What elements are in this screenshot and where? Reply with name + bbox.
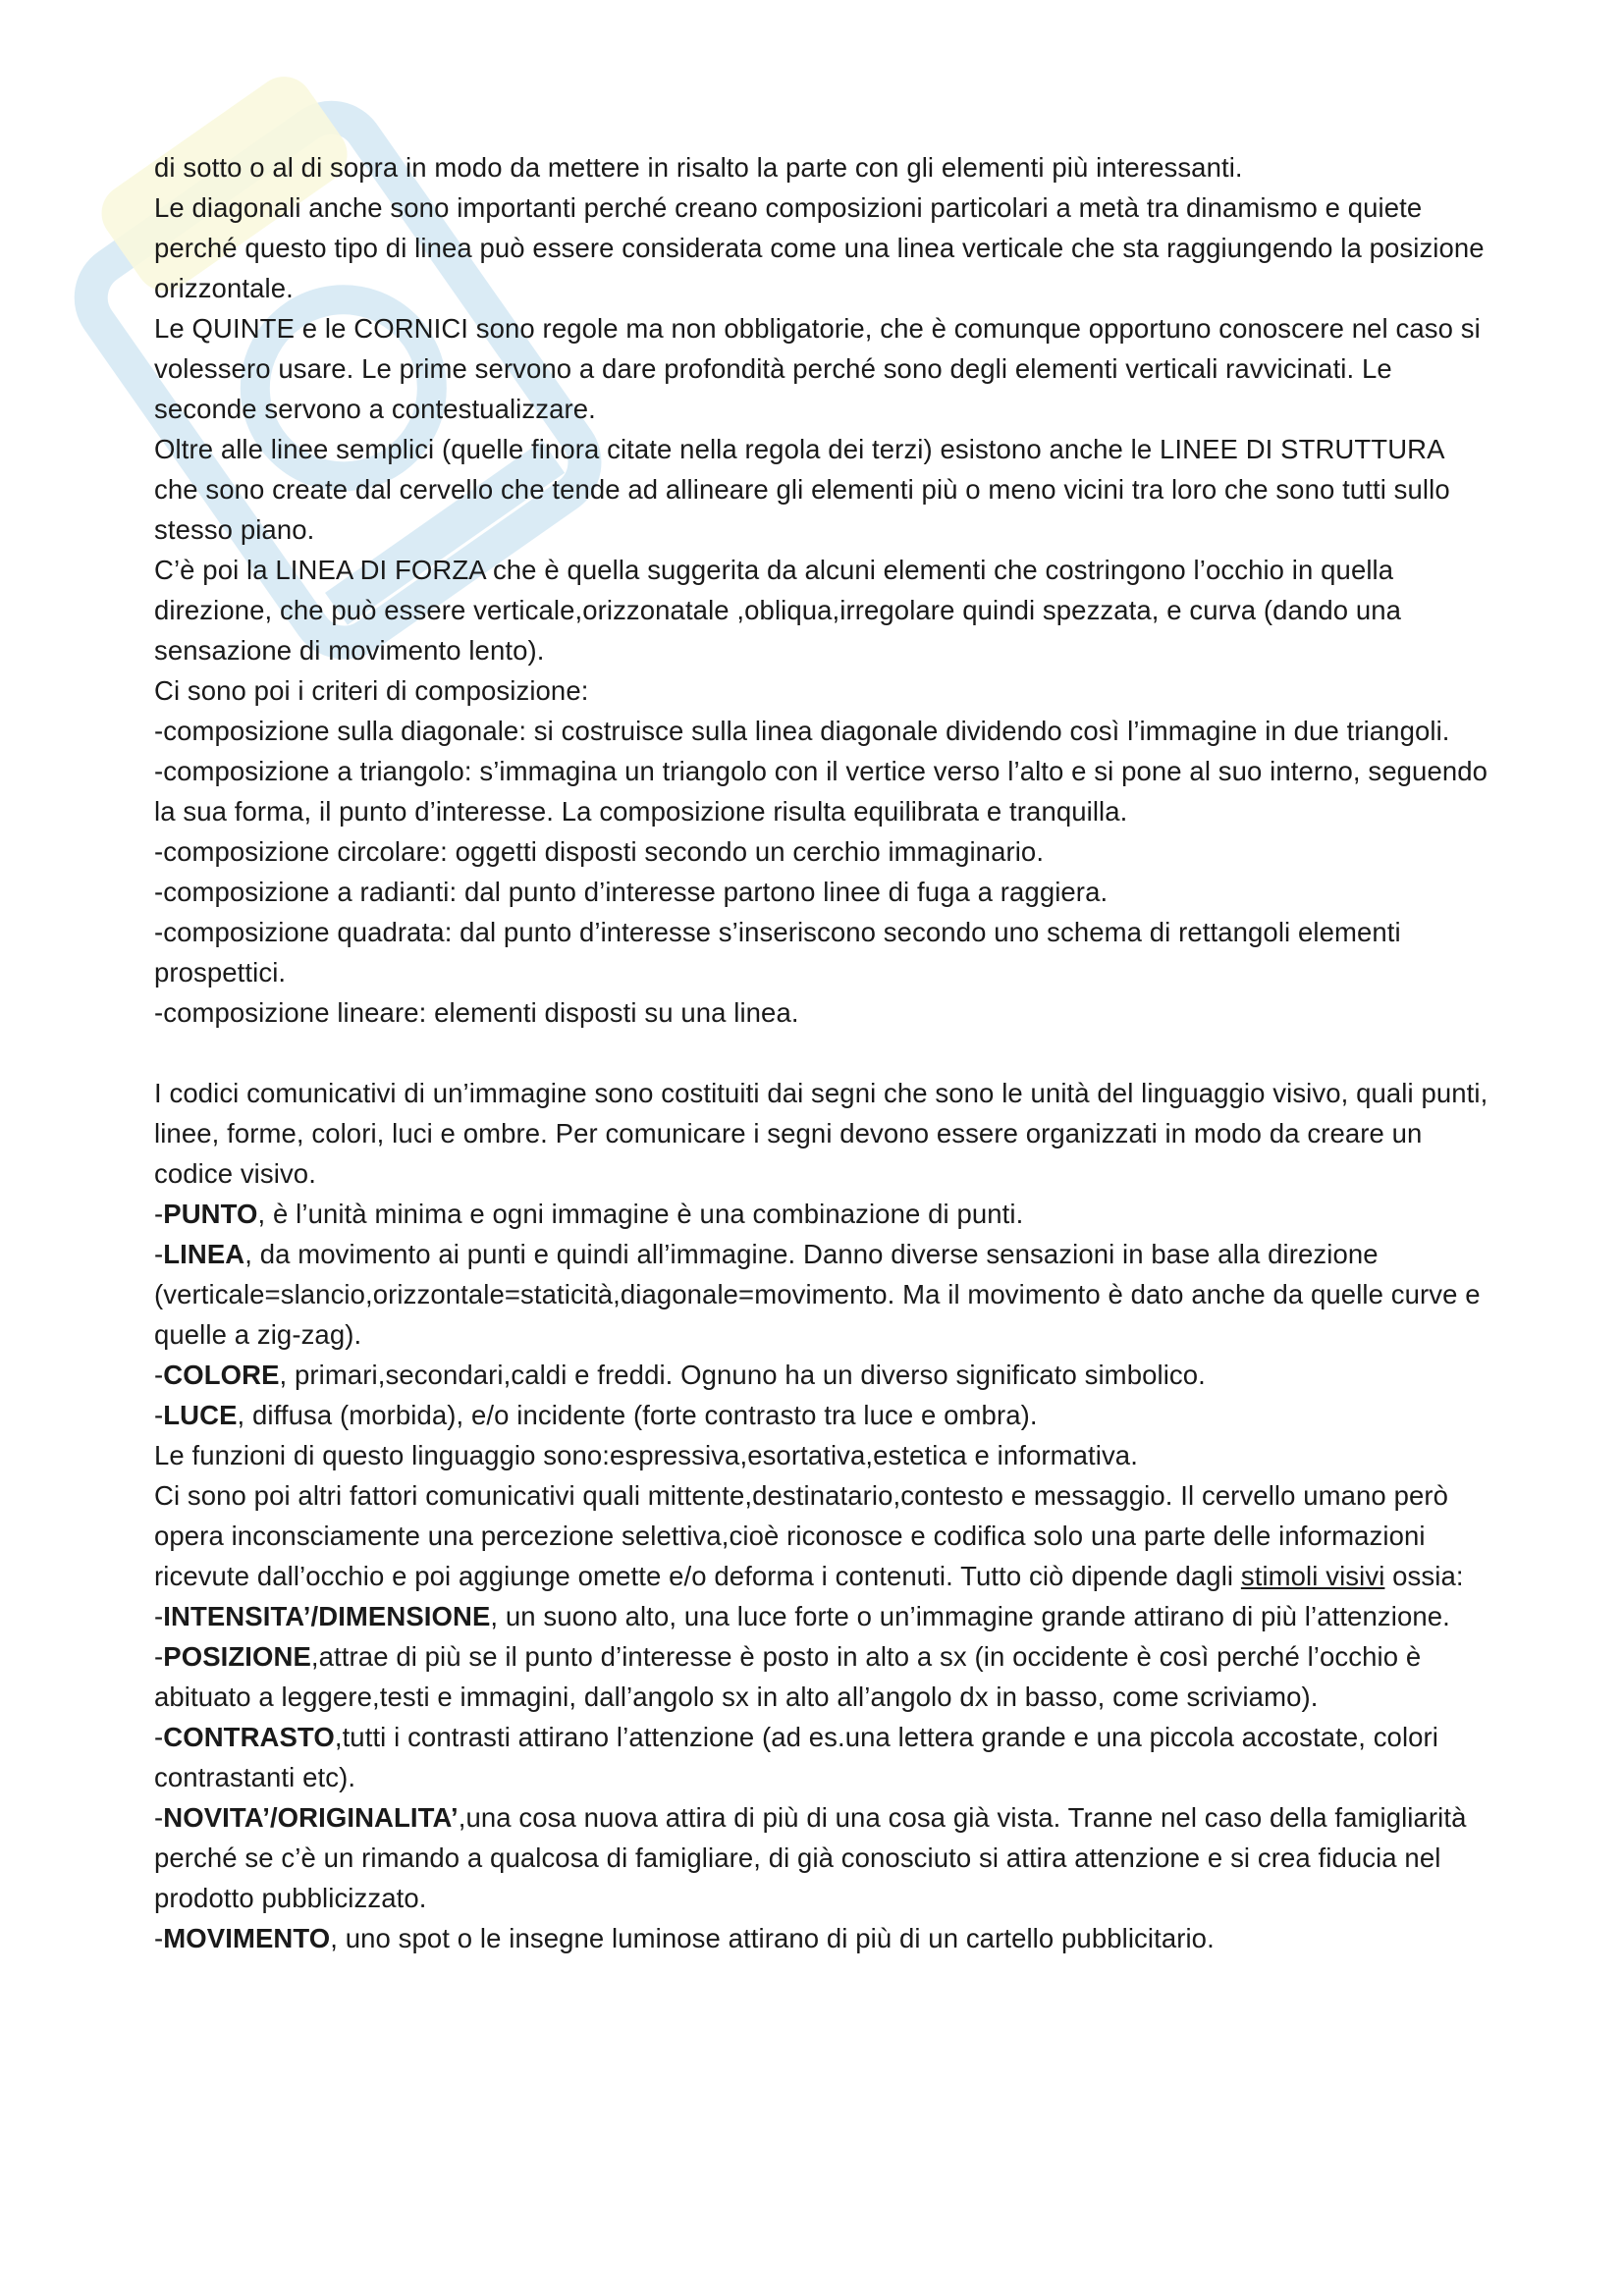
paragraph: [154, 1717, 1489, 1797]
paragraph: [154, 1033, 1489, 1073]
document-body: [154, 147, 1489, 1958]
bold-term: COLORE: [163, 1360, 280, 1390]
paragraph-text: di sotto o al di sopra in modo da mettere in risalto la parte con gli elementi più interessanti.: [154, 152, 1243, 183]
paragraph: [154, 1918, 1489, 1958]
paragraph: [154, 670, 1489, 711]
paragraph: [154, 1596, 1489, 1636]
paragraph-text: I codici comunicativi di un’immagine sono costituiti dai segni che sono le unità del linguaggio visivo, quali punti, linee, forme, colori, luci e ombre. Per comunicare i segni devono essere organizzati in modo da creare un codice visivo.: [154, 1078, 1488, 1189]
paragraph-text: Le QUINTE e le CORNICI sono regole ma non obbligatorie, che è comunque opportuno conoscere nel caso si volessero usare. Le prime servono a dare profondità perché sono degli elementi verticali ravvicinati. Le seconde servono a contestualizzare.: [154, 313, 1481, 424]
paragraph: [154, 1435, 1489, 1475]
paragraph-text: , diffusa (morbida), e/o incidente (forte contrasto tra luce e ombra).: [237, 1400, 1038, 1430]
paragraph: [154, 1234, 1489, 1355]
paragraph: [154, 550, 1489, 670]
paragraph: [154, 1355, 1489, 1395]
paragraph-text: Le funzioni di questo linguaggio sono:espressiva,esortativa,estetica e informativa.: [154, 1440, 1138, 1470]
paragraph: [154, 1475, 1489, 1596]
paragraph-text: -composizione sulla diagonale: si costruisce sulla linea diagonale dividendo così l’immagine in due triangoli.: [154, 716, 1450, 746]
list-prefix: -: [154, 1722, 164, 1752]
bold-term: MOVIMENTO: [163, 1923, 331, 1953]
bold-term: PUNTO: [163, 1199, 258, 1229]
list-prefix: -: [154, 1641, 164, 1672]
paragraph-text: -composizione circolare: oggetti disposti secondo un cerchio immaginario.: [154, 836, 1045, 867]
paragraph: [154, 1636, 1489, 1717]
paragraph: [154, 1797, 1489, 1918]
list-prefix: -: [154, 1239, 164, 1269]
list-prefix: -: [154, 1601, 164, 1631]
paragraph: [154, 711, 1489, 751]
paragraph-text: ,attrae di più se il punto d’interesse è posto in alto a sx (in occidente è così perché l’occhio è abituato a leggere,testi e immagini, dall’angolo sx in alto all’angolo dx in basso, come scriviamo).: [154, 1641, 1422, 1712]
paragraph-text: ,tutti i contrasti attirano l’attenzione (ad es.una lettera grande e una piccola accostate, colori contrastanti etc).: [154, 1722, 1439, 1792]
bold-term: LINEA: [163, 1239, 245, 1269]
list-prefix: -: [154, 1360, 164, 1390]
paragraph: [154, 1395, 1489, 1435]
paragraph: [154, 1194, 1489, 1234]
paragraph-text: ,una cosa nuova attira di più di una cosa già vista. Tranne nel caso della famigliarità perché se c’è un rimando a qualcosa di famigliare, di già conosciuto si attira attenzione e si crea fiducia nel prodotto pubblicizzato.: [154, 1802, 1467, 1913]
bold-term: CONTRASTO: [163, 1722, 335, 1752]
paragraph-text: , primari,secondari,caldi e freddi. Ognuno ha un diverso significato simbolico.: [279, 1360, 1206, 1390]
bold-term: POSIZIONE: [163, 1641, 311, 1672]
paragraph-text: Ci sono poi altri fattori comunicativi quali mittente,destinatario,contesto e messaggio. Il cervello umano però opera inconsciamente una percezione selettiva,cioè riconosce e codifica solo una parte delle informazioni ricevute dall’occhio e poi aggiunge omette e/o deforma i contenuti. Tutto ciò dipende dagli: [154, 1480, 1449, 1591]
paragraph: [154, 187, 1489, 308]
paragraph-suffix: ossia:: [1384, 1561, 1464, 1591]
paragraph-text: , è l’unità minima e ogni immagine è una combinazione di punti.: [257, 1199, 1024, 1229]
paragraph-text: , un suono alto, una luce forte o un’immagine grande attirano di più l’attenzione.: [490, 1601, 1450, 1631]
paragraph-text: , uno spot o le insegne luminose attirano di più di un cartello pubblicitario.: [330, 1923, 1215, 1953]
list-prefix: -: [154, 1199, 164, 1229]
list-prefix: -: [154, 1802, 164, 1833]
paragraph-text: Oltre alle linee semplici (quelle finora citate nella regola dei terzi) esistono anche le LINEE DI STRUTTURA che sono create dal cervello che tende ad allineare gli elementi più o meno vicini tra loro che sono tutti sullo stesso piano.: [154, 434, 1450, 545]
paragraph: [154, 429, 1489, 550]
list-prefix: -: [154, 1923, 164, 1953]
paragraph: [154, 751, 1489, 831]
paragraph: [154, 1073, 1489, 1194]
paragraph-text: -composizione a radianti: dal punto d’interesse partono linee di fuga a raggiera.: [154, 877, 1109, 907]
underlined-term: stimoli visivi: [1240, 1561, 1385, 1591]
paragraph: [154, 308, 1489, 429]
paragraph-text: Le diagonali anche sono importanti perché creano composizioni particolari a metà tra dinamismo e quiete perché questo tipo di linea può essere considerata come una linea verticale che sta raggiungendo la posizione orizzontale.: [154, 192, 1485, 303]
bold-term: INTENSITA’/DIMENSIONE: [163, 1601, 491, 1631]
paragraph-text: -composizione a triangolo: s’immagina un triangolo con il vertice verso l’alto e si pone al suo interno, seguendo la sua forma, il punto d’interesse. La composizione risulta equilibrata e tranquilla.: [154, 756, 1488, 827]
paragraph-text: Ci sono poi i criteri di composizione:: [154, 675, 589, 706]
paragraph: [154, 147, 1489, 187]
paragraph-text: -composizione lineare: elementi disposti su una linea.: [154, 997, 799, 1028]
paragraph: [154, 831, 1489, 872]
paragraph: [154, 872, 1489, 912]
paragraph-text: , da movimento ai punti e quindi all’immagine. Danno diverse sensazioni in base alla direzione (verticale=slancio,orizzontale=staticità,diagonale=movimento. Ma il movimento è dato anche da quelle curve e quelle a zig-zag).: [154, 1239, 1481, 1350]
list-prefix: -: [154, 1400, 164, 1430]
bold-term: NOVITA’/ORIGINALITA’: [163, 1802, 459, 1833]
bold-term: LUCE: [163, 1400, 238, 1430]
paragraph: [154, 992, 1489, 1033]
paragraph-text: C’è poi la LINEA DI FORZA che è quella suggerita da alcuni elementi che costringono l’occhio in quella direzione, che può essere verticale,orizzonatale ,obliqua,irregolare quindi spezzata, e curva (dando una sensazione di movimento lento).: [154, 555, 1402, 666]
paragraph: [154, 912, 1489, 992]
paragraph-text: -composizione quadrata: dal punto d’interesse s’inseriscono secondo uno schema di rettangoli elementi prospettici.: [154, 917, 1401, 988]
